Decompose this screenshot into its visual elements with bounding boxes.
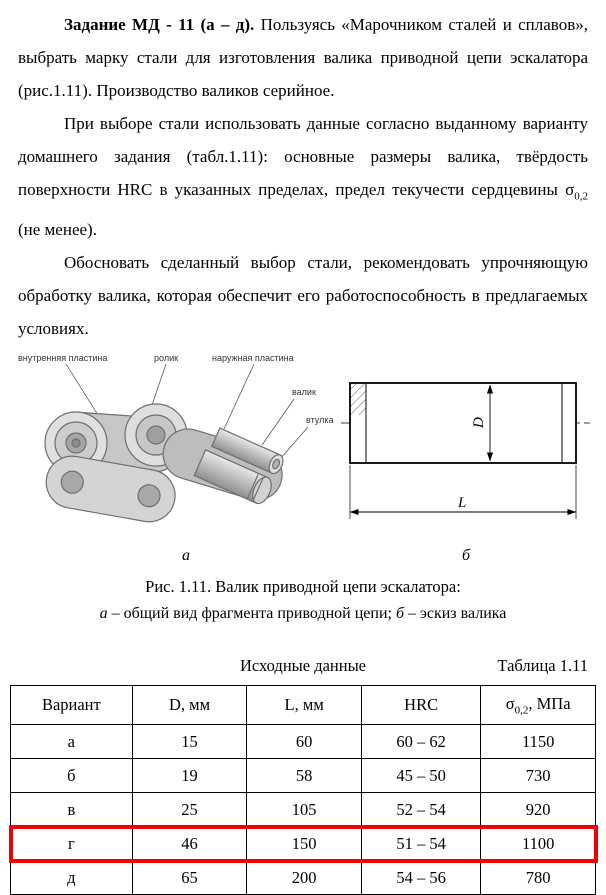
cell-l: 150: [247, 827, 362, 861]
sigma-symbol: σ: [505, 694, 515, 714]
sublabel-a: а: [182, 547, 190, 565]
table-header-row: [11, 686, 596, 725]
table-row-b: [11, 759, 596, 793]
figure-caption-line2: [10, 603, 596, 625]
table-row-d: [11, 861, 596, 895]
header-d: D, мм: [132, 686, 247, 725]
figure-caption-line1: Рис. 1.11. Валик приводной цепи эскалатора:: [145, 577, 461, 597]
cell-hrc: 60 – 62: [361, 725, 480, 759]
cell-d: 15: [132, 725, 247, 759]
table-row-v: [11, 793, 596, 827]
paragraph-1: [18, 8, 588, 107]
cell-variant: б: [11, 759, 133, 793]
cell-sigma: 1150: [481, 725, 596, 759]
dim-l-label: L: [458, 495, 467, 512]
chain-body: [42, 404, 288, 526]
pin-label: валик: [292, 387, 316, 398]
cell-sigma: 920: [481, 793, 596, 827]
caption-b-italic: б: [395, 605, 404, 623]
chain-drawing: [16, 351, 338, 547]
caption-b-text: – эскиз валика: [404, 605, 507, 623]
cell-hrc: 52 – 54: [361, 793, 480, 827]
paragraph-2-end: (не менее).: [18, 220, 97, 240]
sigma-sub: 0,2: [514, 704, 529, 717]
paragraph-3-text: Обосновать сделанный выбор стали, рекомендовать упрочняющую обработку валика, которая обеспечит его работоспособность в предлагаемых условиях.: [18, 253, 588, 339]
table-number: Таблица 1.11: [497, 656, 588, 676]
cell-sigma: 730: [481, 759, 596, 793]
sublabel-b: б: [462, 547, 471, 565]
cell-hrc: 54 – 56: [361, 861, 480, 895]
figure-1-11: [10, 351, 596, 547]
task-text-block: [10, 8, 596, 345]
roller-label: ролик: [154, 353, 179, 364]
table-row-a: [11, 725, 596, 759]
sigma-subscript: 0,2: [574, 190, 588, 203]
task-title: Задание МД - 11 (а – д).: [64, 15, 255, 34]
data-table: [10, 685, 596, 895]
bushing-label: втулка: [306, 415, 334, 426]
cell-hrc: 45 – 50: [361, 759, 480, 793]
sigma-unit: , МПа: [528, 694, 571, 714]
table-title: Исходные данные: [240, 656, 366, 676]
cell-l: 58: [247, 759, 362, 793]
header-l: L, мм: [247, 686, 362, 725]
cell-variant: в: [11, 793, 133, 827]
cell-l: 105: [247, 793, 362, 827]
cell-d: 19: [132, 759, 247, 793]
cell-variant: а: [11, 725, 133, 759]
table-row-g-highlighted: [11, 827, 596, 861]
outer-plate-label: наружная пластина: [212, 353, 294, 364]
cell-sigma: 1100: [481, 827, 596, 861]
header-variant: Вариант: [11, 686, 133, 725]
header-hrc: HRC: [361, 686, 480, 725]
cell-variant: д: [11, 861, 133, 895]
paragraph-3: [18, 246, 588, 345]
inner-plate-label: внутренняя пластина: [18, 353, 108, 364]
table-titles: [10, 651, 596, 681]
cell-l: 60: [247, 725, 362, 759]
roller-body: [350, 383, 576, 463]
caption-a-italic: а: [99, 605, 108, 623]
cell-variant: г: [11, 827, 133, 861]
paragraph-1-text: Пользуясь «Марочником сталей и сплавов», выбрать марку стали для изготовления валика приводной цепи эскалатора (рис.1.11). Производство валиков серийное.: [18, 15, 588, 100]
paragraph-2-text: При выборе стали использовать данные согласно выданному варианту домашнего задания (табл.1.11): основные размеры валика, твёрдость поверхности HRC в указанных пределах, предел текучести сердцевины σ: [18, 114, 588, 199]
cell-sigma: 780: [481, 861, 596, 895]
cell-d: 46: [132, 827, 247, 861]
caption-a-text: – общий вид фрагмента приводной цепи;: [107, 605, 396, 623]
cell-d: 65: [132, 861, 247, 895]
roller-sketch: [340, 357, 592, 533]
dim-d-label: D: [471, 417, 487, 429]
cell-hrc: 51 – 54: [361, 827, 480, 861]
dimension-l: [350, 465, 576, 519]
paragraph-2: [18, 107, 588, 246]
cell-d: 25: [132, 793, 247, 827]
cell-l: 200: [247, 861, 362, 895]
figure-sublabels: [10, 547, 596, 573]
header-sigma: [481, 686, 596, 725]
